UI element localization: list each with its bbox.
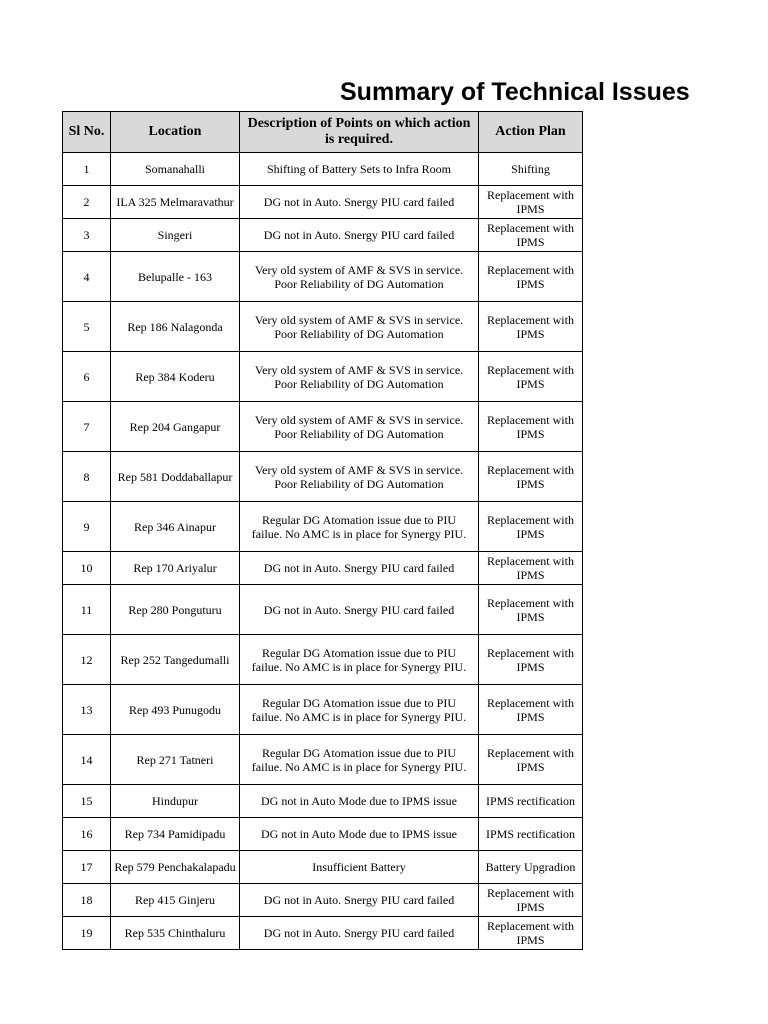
cell-sl-no: 2: [63, 186, 111, 219]
cell-action-plan: Replacement with IPMS: [479, 452, 583, 502]
cell-description: DG not in Auto. Snergy PIU card failed: [240, 219, 479, 252]
header-action-plan: Action Plan: [479, 112, 583, 153]
cell-description: Very old system of AMF & SVS in service. Poor Reliability of DG Automation: [240, 302, 479, 352]
cell-description: Very old system of AMF & SVS in service. Poor Reliability of DG Automation: [240, 402, 479, 452]
cell-location: Rep 493 Punugodu: [111, 685, 240, 735]
cell-location: Hindupur: [111, 785, 240, 818]
cell-description: Very old system of AMF & SVS in service. Poor Reliability of DG Automation: [240, 352, 479, 402]
cell-description: Regular DG Atomation issue due to PIU failue. No AMC is in place for Synergy PIU.: [240, 635, 479, 685]
table-row: [63, 884, 583, 917]
cell-description: DG not in Auto Mode due to IPMS issue: [240, 785, 479, 818]
title-container: [340, 72, 690, 112]
cell-sl-no: 9: [63, 502, 111, 552]
cell-action-plan: Replacement with IPMS: [479, 502, 583, 552]
table-row: [63, 552, 583, 585]
cell-location: Rep 346 Ainapur: [111, 502, 240, 552]
cell-description: Regular DG Atomation issue due to PIU failue. No AMC is in place for Synergy PIU.: [240, 502, 479, 552]
cell-location: Singeri: [111, 219, 240, 252]
cell-location: Rep 535 Chinthaluru: [111, 917, 240, 950]
cell-location: Rep 734 Pamidipadu: [111, 818, 240, 851]
cell-action-plan: Replacement with IPMS: [479, 302, 583, 352]
cell-sl-no: 14: [63, 735, 111, 785]
cell-action-plan: IPMS rectification: [479, 785, 583, 818]
table-row: [63, 818, 583, 851]
table-row: [63, 219, 583, 252]
summary-table: [62, 111, 583, 950]
cell-description: DG not in Auto. Snergy PIU card failed: [240, 884, 479, 917]
table-row: [63, 352, 583, 402]
table-header-row: [63, 112, 583, 153]
header-location: Location: [111, 112, 240, 153]
cell-description: Regular DG Atomation issue due to PIU failue. No AMC is in place for Synergy PIU.: [240, 685, 479, 735]
cell-description: Regular DG Atomation issue due to PIU failue. No AMC is in place for Synergy PIU.: [240, 735, 479, 785]
cell-action-plan: Replacement with IPMS: [479, 252, 583, 302]
cell-sl-no: 13: [63, 685, 111, 735]
cell-action-plan: Shifting: [479, 153, 583, 186]
cell-sl-no: 19: [63, 917, 111, 950]
cell-description: DG not in Auto. Snergy PIU card failed: [240, 552, 479, 585]
table-row: [63, 452, 583, 502]
table-row: [63, 635, 583, 685]
cell-location: Rep 170 Ariyalur: [111, 552, 240, 585]
cell-location: ILA 325 Melmaravathur: [111, 186, 240, 219]
table-row: [63, 585, 583, 635]
cell-location: Rep 271 Tatneri: [111, 735, 240, 785]
cell-action-plan: Replacement with IPMS: [479, 186, 583, 219]
table-row: [63, 302, 583, 352]
cell-location: Rep 581 Doddaballapur: [111, 452, 240, 502]
cell-action-plan: Replacement with IPMS: [479, 552, 583, 585]
cell-sl-no: 3: [63, 219, 111, 252]
cell-sl-no: 10: [63, 552, 111, 585]
cell-sl-no: 15: [63, 785, 111, 818]
cell-action-plan: Replacement with IPMS: [479, 917, 583, 950]
table-row: [63, 402, 583, 452]
cell-location: Rep 579 Penchakalapadu: [111, 851, 240, 884]
cell-sl-no: 8: [63, 452, 111, 502]
cell-description: Shifting of Battery Sets to Infra Room: [240, 153, 479, 186]
cell-sl-no: 4: [63, 252, 111, 302]
cell-sl-no: 18: [63, 884, 111, 917]
cell-sl-no: 11: [63, 585, 111, 635]
cell-sl-no: 16: [63, 818, 111, 851]
cell-description: Very old system of AMF & SVS in service. Poor Reliability of DG Automation: [240, 452, 479, 502]
cell-sl-no: 17: [63, 851, 111, 884]
table-row: [63, 735, 583, 785]
cell-sl-no: 12: [63, 635, 111, 685]
cell-location: Rep 186 Nalagonda: [111, 302, 240, 352]
cell-location: Rep 280 Ponguturu: [111, 585, 240, 635]
cell-location: Rep 204 Gangapur: [111, 402, 240, 452]
header-sl-no: Sl No.: [63, 112, 111, 153]
cell-action-plan: Replacement with IPMS: [479, 352, 583, 402]
cell-description: Insufficient Battery: [240, 851, 479, 884]
table-body: [63, 153, 583, 950]
cell-location: Rep 384 Koderu: [111, 352, 240, 402]
cell-location: Somanahalli: [111, 153, 240, 186]
table-row: [63, 186, 583, 219]
cell-sl-no: 7: [63, 402, 111, 452]
cell-action-plan: Replacement with IPMS: [479, 735, 583, 785]
header-description: Description of Points on which action is required.: [240, 112, 479, 153]
table-row: [63, 917, 583, 950]
cell-sl-no: 6: [63, 352, 111, 402]
cell-action-plan: Battery Upgradion: [479, 851, 583, 884]
cell-sl-no: 5: [63, 302, 111, 352]
cell-description: DG not in Auto. Snergy PIU card failed: [240, 917, 479, 950]
table-row: [63, 785, 583, 818]
table-row: [63, 252, 583, 302]
cell-description: DG not in Auto. Snergy PIU card failed: [240, 186, 479, 219]
cell-action-plan: Replacement with IPMS: [479, 402, 583, 452]
table-row: [63, 153, 583, 186]
cell-action-plan: IPMS rectification: [479, 818, 583, 851]
cell-sl-no: 1: [63, 153, 111, 186]
cell-action-plan: Replacement with IPMS: [479, 635, 583, 685]
table-row: [63, 502, 583, 552]
cell-action-plan: Replacement with IPMS: [479, 685, 583, 735]
table-row: [63, 685, 583, 735]
cell-action-plan: Replacement with IPMS: [479, 884, 583, 917]
cell-location: Rep 252 Tangedumalli: [111, 635, 240, 685]
page-title: Summary of Technical Issues: [340, 78, 690, 106]
table-row: [63, 851, 583, 884]
cell-description: DG not in Auto Mode due to IPMS issue: [240, 818, 479, 851]
cell-description: Very old system of AMF & SVS in service. Poor Reliability of DG Automation: [240, 252, 479, 302]
cell-action-plan: Replacement with IPMS: [479, 219, 583, 252]
cell-location: Rep 415 Ginjeru: [111, 884, 240, 917]
cell-description: DG not in Auto. Snergy PIU card failed: [240, 585, 479, 635]
cell-action-plan: Replacement with IPMS: [479, 585, 583, 635]
cell-location: Belupalle - 163: [111, 252, 240, 302]
